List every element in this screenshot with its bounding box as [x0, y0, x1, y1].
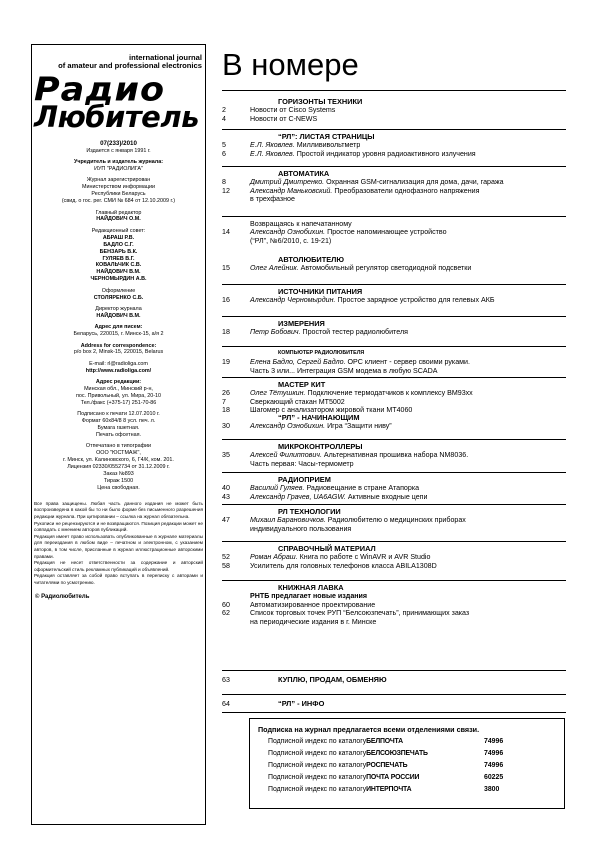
entry-text: [250, 358, 470, 366]
entry-author: Алексей Филиппович.: [250, 451, 322, 460]
correspondence-address: p/o box 2, Minsk-15, 220015, Belarus: [73, 349, 164, 356]
director: НАЙДОВИЧ В.М.: [96, 312, 141, 319]
email-link[interactable]: E-mail: rl@radioliga.com: [89, 360, 148, 367]
catalog-name: БЕЛПОЧТА: [366, 738, 403, 745]
section-heading: Возвращаясь к напечатанному: [250, 220, 352, 228]
subscription-row: [268, 761, 504, 770]
board-member: БЕНЗАРЬ В.К.: [99, 248, 138, 255]
print-line: Подписано к печати 12.07.2010 г.: [77, 411, 160, 418]
entry-text: [250, 484, 419, 492]
legal-paragraph: Рукописи не рецензируются и не возвращаются. Позиция редакции может не совпадать с мнением авторов публикаций.: [34, 520, 203, 533]
registration-line: Республики Беларусь: [91, 191, 146, 198]
board-list: [32, 235, 205, 283]
tagline-line: of amateur and professional electronics: [58, 61, 202, 71]
founder: ИУП "РАДИОЛИГА": [94, 166, 143, 173]
section-heading: СПРАВОЧНЫЙ МАТЕРИАЛ: [278, 544, 376, 553]
printer-line: Цена свободная.: [97, 484, 140, 491]
board-member: КОВАЛЬЧИК С.В.: [95, 262, 142, 269]
entry-author: Роман Абраш.: [250, 553, 298, 562]
entry-text: [250, 553, 430, 561]
page-number: 14: [222, 228, 230, 237]
page-title: В номере: [222, 47, 359, 82]
catalog-prefix: Подписной индекс по каталогу: [268, 750, 367, 757]
section-rule: [222, 216, 566, 217]
page-number: 18: [222, 328, 230, 337]
section-heading: МАСТЕР КИТ: [278, 380, 326, 389]
catalog-prefix: Подписной индекс по каталогу: [268, 762, 367, 769]
office-line: Тел./факс (+375-17) 251-70-86: [80, 399, 157, 406]
section-heading: “РЛ” - ИНФО: [278, 699, 325, 708]
entry-text: [250, 592, 367, 600]
masthead-panel: [31, 44, 206, 825]
printer-line: Лицензия 02330/0552734 от 31.12.2009 г.: [67, 464, 170, 471]
entry-title: Усилитель для головных телефонов класса ABILA1308D: [250, 561, 437, 570]
office-label: Адрес редакции:: [95, 379, 142, 386]
section-rule: [222, 129, 566, 130]
entry-author: Александр Грачев, UA6AGW.: [250, 492, 346, 501]
subscription-index: 74996: [484, 738, 504, 745]
entry-author: Александр Ознобихин.: [250, 228, 326, 237]
designer: СТОЛЯРЕНКО С.Б.: [93, 294, 144, 301]
chief-label: Главный редактор: [95, 209, 142, 216]
section-rule: [222, 504, 566, 505]
entry-title: Автоматизированное проектирование: [250, 600, 376, 609]
correspondence-label: Address for correspondence:: [80, 342, 157, 349]
director-label: Директор журнала: [95, 305, 142, 312]
entry-text: [250, 389, 473, 397]
board-member: АБРАШ Р.В.: [102, 234, 135, 241]
entry-text: [250, 178, 504, 186]
entry-author: Олег Алейник.: [250, 264, 299, 273]
entry-title: Часть первая: Часы-термометр: [250, 459, 354, 468]
entry-author: Е.Л. Яковлев.: [250, 149, 295, 158]
entry-text: [250, 367, 438, 375]
page-number: 4: [222, 114, 226, 123]
letters-label: Адрес для писем:: [94, 324, 143, 331]
page-number: 64: [222, 700, 230, 708]
entry-title: Преобразователи однофазного напряжения: [332, 186, 480, 195]
section-heading: ГОРИЗОНТЫ ТЕХНИКИ: [278, 97, 363, 106]
design-label: Оформление: [101, 287, 136, 294]
page-number: 30: [222, 422, 230, 431]
page-number: 6: [222, 149, 226, 158]
entry-title: индивидуального пользования: [250, 524, 352, 533]
page-number: 40: [222, 484, 230, 493]
since-text: Издается с января 1991 г.: [86, 147, 151, 154]
entry-text: [250, 228, 447, 236]
registration-line: (свид. о гос. рег. СМИ № 684 от 12.10.2009 г.): [61, 198, 176, 205]
page-number: 7: [222, 397, 226, 406]
printer-info: [32, 450, 205, 491]
registration: [32, 177, 205, 205]
section-rule: [222, 346, 566, 347]
section-heading: АВТОМАТИКА: [278, 169, 330, 178]
print-line: Печать офсетная.: [96, 432, 141, 439]
printer-line: ООО "ЮСТМАЖ",: [96, 450, 141, 457]
entry-title: (“РЛ”, №6/2010, с. 19-21): [250, 236, 332, 245]
entry-text: [250, 106, 335, 114]
page-number: 58: [222, 561, 230, 570]
website-link[interactable]: http://www.radioliga.com/: [85, 367, 152, 374]
page-number: 16: [222, 296, 230, 305]
page-number: 12: [222, 186, 230, 195]
office-line: Минская обл., Минский р-н,: [84, 386, 153, 393]
entry-text: [250, 141, 360, 149]
page-number: 47: [222, 516, 230, 525]
page-number: 8: [222, 178, 226, 187]
entry-title: в трехфазное: [250, 195, 295, 204]
section-heading: ИСТОЧНИКИ ПИТАНИЯ: [278, 287, 363, 296]
section-heading: МИКРОКОНТРОЛЛЕРЫ: [278, 442, 363, 451]
printer-line: г. Минск, ул. Калиновского, 6, Г4/К, ком. 201.: [63, 457, 174, 464]
entry-title: Новости от Cisco Systems: [250, 106, 336, 115]
entry-title: Охранная GSM-сигнализация для дома, дачи, гаража: [324, 178, 504, 187]
letters-address: Беларусь, 220015, г. Минск-15, а/я 2: [73, 331, 164, 338]
entry-text: [250, 150, 476, 158]
entry-author: Александр Черномырдин.: [250, 296, 336, 305]
entry-title: Альтернативная прошивка набора NM8036.: [321, 451, 469, 460]
board-member: ГУЛЯЕВ В.Г.: [102, 255, 135, 262]
subscription-row: [268, 749, 504, 758]
entry-title: Книга по работе с WinAVR и AVR Studio: [297, 553, 431, 562]
section-rule: [222, 439, 566, 440]
entry-title: Радиолюбителю о медицинских приборах: [325, 516, 466, 525]
magazine-logo: [32, 72, 205, 132]
board-member: БАДЛО С.Г.: [103, 241, 134, 248]
page-number: 19: [222, 358, 230, 367]
entry-title: Игра “Защити ниву”: [325, 422, 392, 431]
subscription-row: [268, 785, 500, 794]
entry-title: Простое зарядное устройство для гелевых АКБ: [335, 296, 495, 305]
entry-author: Александр Маньковский.: [250, 186, 333, 195]
entry-text: [250, 187, 479, 195]
entry-text: [250, 516, 466, 524]
entry-title: Автомобильный регулятор светодиодной подсветки: [298, 264, 472, 273]
issue-number: 07(233)/2010: [100, 139, 137, 147]
founder-label: Учредитель и издатель журнала:: [74, 159, 163, 166]
section-heading: ИЗМЕРЕНИЯ: [278, 319, 325, 328]
section-rule: [222, 166, 566, 167]
catalog-name: ПОЧТА РОССИИ: [366, 774, 420, 781]
tagline: [32, 54, 205, 71]
entry-author: Михаил Барановичков.: [250, 516, 326, 525]
entry-title: Простой тестер радиолюбителя: [300, 328, 408, 337]
subscription-row: [268, 773, 504, 782]
entry-title: Шагомер с анализатором жировой ткани MT4060: [250, 406, 413, 415]
entry-author: Василий Гуляев.: [250, 484, 305, 493]
entry-author: Олег Тётушкин.: [250, 389, 306, 398]
section-heading: РЛ ТЕХНОЛОГИИ: [278, 507, 341, 516]
section-rule: [222, 694, 566, 695]
entry-text: [250, 296, 495, 304]
entry-author: Дмитрий Дмитренко.: [250, 178, 325, 187]
page-number: 15: [222, 264, 230, 273]
entry-text: [250, 195, 295, 203]
subscription-heading: Подписка на журнал предлагается всеми отделениями связи.: [258, 725, 480, 734]
section-heading: “РЛ”: ЛИСТАЯ СТРАНИЦЫ: [278, 132, 375, 141]
title-rule: [222, 90, 566, 91]
section-rule: [222, 472, 566, 473]
page-number: 18: [222, 406, 230, 415]
printer-line: Заказ №893: [103, 471, 134, 478]
subscription-index: 3800: [484, 786, 500, 793]
entry-title: Простой индикатор уровня радиоактивного излучения: [294, 149, 476, 158]
logo-line: Любитель: [34, 99, 199, 134]
entry-title: Простое напоминающее устройство: [325, 228, 447, 237]
section-rule: [222, 541, 566, 542]
subscription-row: [268, 737, 504, 746]
entry-text: [250, 398, 345, 406]
entry-text: [250, 115, 317, 123]
print-info: [32, 411, 205, 439]
catalog-name: БЕЛСОЮЗПЕЧАТЬ: [366, 750, 428, 757]
section-rule: [222, 377, 566, 378]
section-heading: КУПЛЮ, ПРОДАМ, ОБМЕНЯЮ: [278, 675, 387, 684]
subscription-box: [249, 718, 565, 809]
catalog-name: ИНТЕРПОЧТА: [366, 786, 412, 793]
entry-title: Часть 3 или... Интеграция GSM модема в любую SCADA: [250, 366, 438, 375]
print-line: Бумага газетная.: [97, 425, 140, 432]
printer-line: Тираж 1500: [103, 477, 134, 484]
copyright: © Радиолюбитель: [35, 593, 90, 600]
legal-paragraph: Редакция оставляет за собой право вступать в переписку с авторами и читателями по усмотрению.: [34, 573, 203, 585]
page-number: 52: [222, 553, 230, 562]
entry-author: Александр Озно6ихин.: [250, 422, 326, 431]
entry-title: Подключение термодатчиков к комплексу BM93хх: [305, 389, 473, 398]
page-number: 43: [222, 492, 230, 501]
entry-text: [250, 562, 437, 570]
section-rule: [222, 712, 566, 713]
subscription-index: 74996: [484, 750, 504, 757]
registration-line: Министерством информации: [82, 184, 155, 191]
page-number: 35: [222, 451, 230, 460]
subscription-index: 74996: [484, 762, 504, 769]
entry-title: на периодические издания в г. Минске: [250, 617, 377, 626]
entry-text: [250, 493, 428, 501]
page-number: 2: [222, 106, 226, 115]
board-member: ЧЕРНОМЫРДИН А.В.: [90, 276, 147, 283]
entry-text: [250, 601, 375, 609]
entry-title: OPC клиент - сервер своими руками.: [345, 358, 470, 367]
section-rule: [222, 580, 566, 581]
catalog-prefix: Подписной индекс по каталогу: [268, 774, 367, 781]
legal-paragraph: Редакция не несет ответственности за содержание и авторский оформительский стиль рекламных публикаций и объявлений.: [34, 560, 203, 572]
legal-notice: [34, 501, 203, 587]
entry-text: [250, 460, 354, 468]
catalog-name: РОСПЕЧАТЬ: [366, 762, 408, 769]
printer-label: Отпечатано в типографии: [85, 443, 152, 450]
entry-title: РНТБ предлагает новые издания: [250, 592, 368, 601]
section-rule: [222, 670, 566, 671]
page-number: 5: [222, 141, 226, 150]
page-number: 63: [222, 676, 230, 684]
entry-text: [250, 618, 376, 626]
tagline-line: international journal: [129, 53, 202, 62]
section-heading: КОМПЬЮТЕР РАДИОЛЮБИТЕЛЯ: [278, 350, 365, 356]
entry-text: [250, 237, 331, 245]
section-rule: [222, 316, 566, 317]
entry-title: Активные входные цепи: [345, 492, 428, 501]
catalog-prefix: Подписной индекс по каталогу: [268, 786, 367, 793]
section-heading: КНИЖНАЯ ЛАВКА: [278, 583, 344, 592]
catalog-prefix: Подписной индекс по каталогу: [268, 738, 367, 745]
board-label: Редакционный совет:: [91, 227, 146, 234]
entry-title: Список торговых точек РУП “Белсоюзпечать”, принимающих заказ: [250, 609, 470, 618]
print-line: Формат 60х84/8 8 усл. печ. л.: [81, 418, 156, 425]
entry-title: Новости от C-NEWS: [250, 114, 318, 123]
entry-text: [250, 609, 469, 617]
section-heading: АВТОЛЮБИТЕЛЮ: [278, 255, 344, 264]
legal-paragraph: Все права защищены. Любая часть данного издания не может быть воспроизведена в какой бы то ни было форме без письменного разрешения редакции журнала. При цитировании – ссылка на журнал обязательна.: [34, 500, 203, 519]
entry-text: [250, 451, 468, 459]
entry-title: Сверкающий стакан MT5002: [250, 397, 345, 406]
entry-title: Радиовещание в стране Атапорка: [304, 484, 420, 493]
page-number: 26: [222, 389, 230, 398]
entry-text: [250, 525, 351, 533]
entry-author: Е.Л. Яковлев.: [250, 141, 295, 150]
entry-title: Миллививольтметр: [294, 141, 361, 150]
entry-author: Елена Бадло, Сергей Бадло.: [250, 358, 346, 367]
logo-line: Радио: [34, 70, 166, 109]
section-rule: [222, 284, 566, 285]
board-member: НАЙДОВИЧ В.М.: [96, 269, 141, 276]
section-heading: РАДИОПРИЕМ: [278, 475, 331, 484]
chief-editor: НАЙДОВИЧ О.М.: [96, 216, 141, 223]
entry-text: [250, 264, 471, 272]
legal-paragraph: Редакция имеет право использовать опубликованные в журнале материалы для переиздания в любом виде – печатном и электронном, с указанием авторов, в том числе, присланные в журнал иллюстрационные авторскими правами.: [34, 533, 203, 559]
page-number: 60: [222, 600, 230, 609]
registration-line: Журнал зарегистрирован: [86, 177, 151, 184]
page-number: 62: [222, 609, 230, 618]
entry-text: [250, 328, 408, 336]
section-heading: “РЛ” - НАЧИНАЮЩИМ: [278, 413, 360, 422]
office-line: пос. Привольный, ул. Мира, 20-10: [76, 393, 161, 399]
entry-author: Петр Бобович.: [250, 328, 301, 337]
entry-text: [250, 422, 392, 430]
subscription-index: 60225: [484, 774, 504, 781]
